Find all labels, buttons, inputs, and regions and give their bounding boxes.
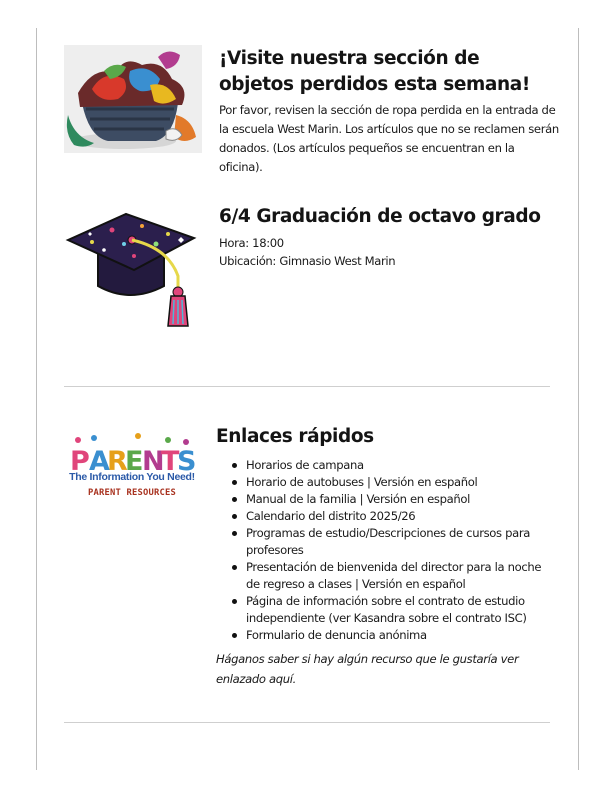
- link-bell-schedule[interactable]: Horarios de campana: [216, 457, 556, 474]
- graduation-cap-image: [64, 204, 198, 330]
- section-divider: [64, 386, 550, 387]
- svg-text:A: A: [89, 446, 110, 477]
- svg-text:S: S: [177, 446, 196, 477]
- link-principal-presentation[interactable]: Presentación de bienvenida del director para la noche de regreso a clases | Versión en español: [216, 559, 556, 593]
- parents-logo: [64, 430, 196, 502]
- quick-links-list: [216, 457, 556, 644]
- lost-found-text: Por favor, revisen la sección de ropa perdida en la entrada de la escuela West Marin. Los artículos que no se reclamen serán donados. (Los artículos pequeños se encuentran en la oficina).: [219, 103, 559, 174]
- frame-right-border: [578, 28, 579, 770]
- parents-letter-p: P: [70, 446, 90, 477]
- parent-resources-caption: PARENT RESOURCES: [88, 488, 176, 498]
- graduation-time: Hora: 18:00: [219, 236, 284, 250]
- quick-links-note: Háganos saber si hay algún recurso que le gustaría ver enlazado aquí.: [216, 652, 519, 686]
- svg-text:T: T: [161, 446, 180, 477]
- link-district-calendar[interactable]: Calendario del distrito 2025/26: [216, 508, 556, 525]
- svg-text:N: N: [142, 446, 165, 477]
- graduation-title: 6/4 Graduación de octavo grado: [219, 206, 541, 227]
- link-course-descriptions[interactable]: Programas de estudio/Descripciones de cursos para profesores: [216, 525, 556, 559]
- graduation-location: Ubicación: Gimnasio West Marin: [219, 254, 396, 268]
- parents-tagline: The Information You Need!: [69, 471, 195, 483]
- link-anonymous-report-form[interactable]: Formulario de denuncia anónima: [216, 627, 556, 644]
- link-independent-study-info[interactable]: Página de información sobre el contrato de estudio independiente (ver Kasandra sobre el contrato ISC): [216, 593, 556, 627]
- svg-text:R: R: [107, 446, 128, 477]
- lost-found-title: ¡Visite nuestra sección de objetos perdidos esta semana!: [219, 48, 530, 95]
- section-divider-bottom: [64, 722, 550, 723]
- svg-text:E: E: [125, 446, 144, 477]
- laundry-basket-image: [64, 45, 202, 153]
- quick-links-title: Enlaces rápidos: [216, 426, 374, 447]
- link-bus-schedule[interactable]: Horario de autobuses | Versión en español: [216, 474, 556, 491]
- frame-left-border: [36, 28, 37, 770]
- link-family-handbook[interactable]: Manual de la familia | Versión en español: [216, 491, 556, 508]
